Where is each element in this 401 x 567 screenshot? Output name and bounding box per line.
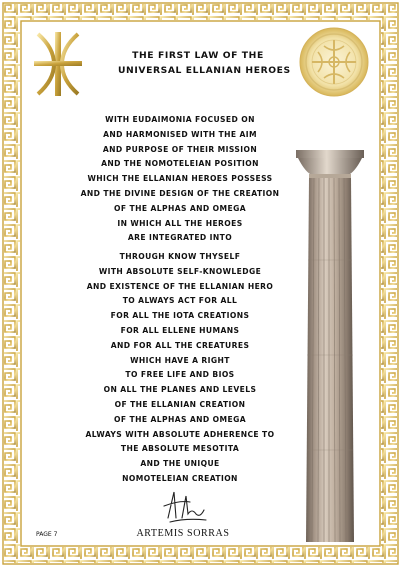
text-line: ON ALL THE PLANES AND LEVELS (103, 385, 257, 395)
author-name: ARTEMIS SORRAS (136, 528, 230, 539)
text-line: ALWAYS WITH ABSOLUTE ADHERENCE TO (85, 429, 275, 439)
text-line: TO ALWAYS ACT FOR ALL (122, 296, 238, 306)
text-line: WHICH HAVE A RIGHT (130, 355, 230, 365)
title-line: UNIVERSAL ELLANIAN HEROES (118, 65, 291, 76)
text-line: AND PURPOSE OF THEIR MISSION (102, 144, 258, 154)
text-line: IN WHICH ALL THE HEROES (117, 218, 243, 228)
text-line: ARE INTEGRATED INTO (127, 233, 233, 243)
text-line: AND THE NOMOTELEIAN POSITION (101, 159, 259, 169)
text-line: THE ABSOLUTE MESOTITA (120, 444, 240, 454)
text-line: AND FOR ALL THE CREATURES (110, 340, 250, 350)
doric-column (292, 150, 368, 542)
text-line: TO FREE LIFE AND BIOS (125, 370, 235, 380)
text-line: FOR ALL THE IOTA CREATIONS (110, 311, 250, 321)
text-line: WITH EUDAIMONIA FOCUSED ON (105, 115, 255, 124)
text-line: THROUGH KNOW THYSELF (119, 252, 241, 261)
text-line: WHICH THE ELLANIAN HEROES POSSESS (87, 174, 273, 184)
text-line: AND HARMONISED WITH THE AIM (103, 129, 257, 139)
text-line: NOMOTELEIAN CREATION (122, 473, 238, 483)
text-line: AND EXISTENCE OF THE ELLANIAN HERO (86, 281, 274, 291)
paragraph-2 (70, 250, 290, 487)
handwritten-signature (160, 488, 210, 526)
text-line: OF THE ELLANIAN CREATION (114, 399, 246, 409)
text-line: FOR ALL ELLENE HUMANS (120, 325, 240, 335)
text-line: OF THE ALPHAS AND OMEGA (114, 203, 246, 213)
text-line: AND THE UNIQUE (140, 459, 220, 469)
golden-seal-icon (298, 26, 370, 98)
text-line: OF THE ALPHAS AND OMEGA (114, 414, 246, 424)
golden-ellanian-symbol-icon (32, 30, 84, 98)
text-line: WITH ABSOLUTE SELF-KNOWLEDGE (98, 266, 262, 276)
document-title (118, 48, 291, 78)
text-line: AND THE DIVINE DESIGN OF THE CREATION (80, 188, 280, 198)
paragraph-1 (70, 113, 290, 246)
page-number: PAGE 7 (36, 531, 58, 538)
title-line: THE FIRST LAW OF THE (132, 50, 264, 61)
